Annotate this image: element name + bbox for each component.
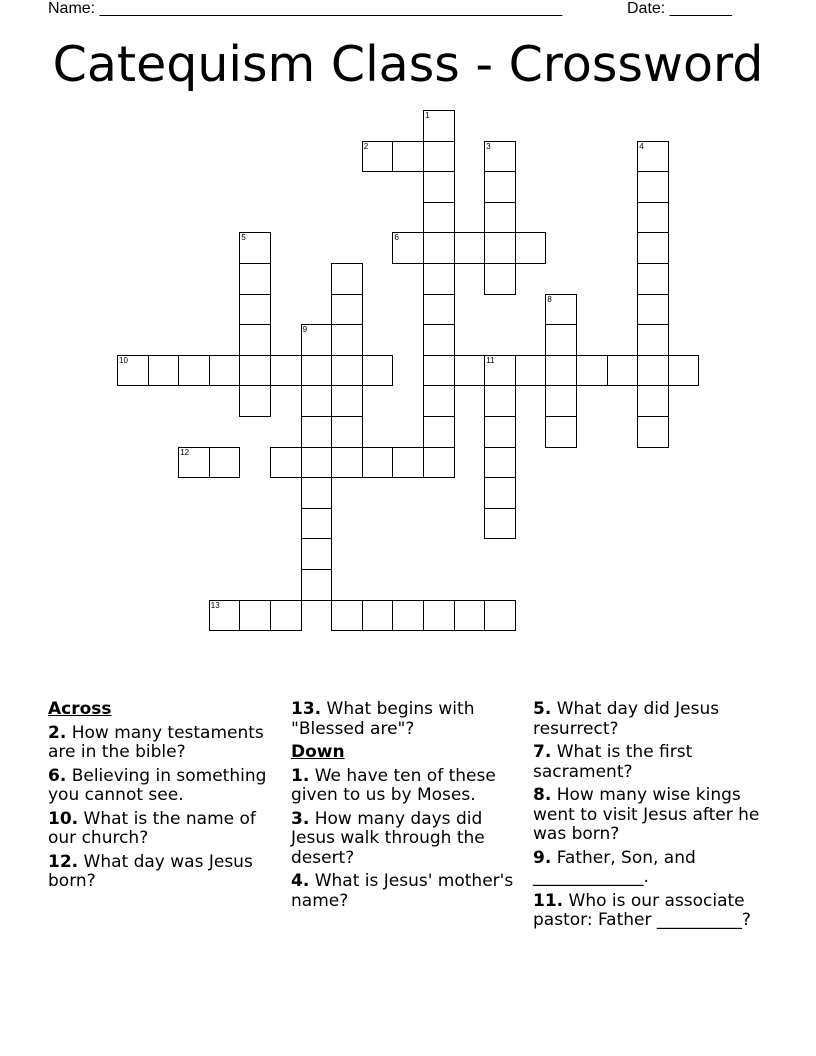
clue-number: 4. [291, 871, 310, 891]
clue-number: 2. [48, 722, 67, 743]
clue-text: Who is our associate pastor: Father __________? [533, 890, 751, 930]
clue-text: What is the first sacrament? [533, 742, 693, 782]
clue-down-9 [533, 849, 768, 888]
crossword-cell[interactable] [362, 355, 394, 387]
crossword-cell[interactable] [301, 447, 333, 479]
clue-text: How many wise kings went to visit Jesus after he was born? [533, 785, 760, 844]
crossword-cell[interactable] [484, 202, 516, 234]
clue-number-label: 6 [394, 233, 399, 243]
date-field: Date: _______ [627, 0, 732, 17]
clue-number-label: 10 [119, 355, 128, 365]
crossword-cell[interactable] [362, 141, 394, 173]
crossword-cell[interactable] [148, 355, 180, 387]
crossword-cell[interactable] [545, 324, 577, 356]
crossword-cell[interactable] [423, 232, 455, 264]
clue-number: 3. [291, 808, 310, 829]
clue-number-label: 9 [302, 325, 308, 335]
clues-column-2 [291, 700, 523, 915]
crossword-cell[interactable] [178, 447, 210, 479]
crossword-cell[interactable] [331, 447, 363, 479]
crossword-cell[interactable] [484, 141, 516, 173]
crossword-cell[interactable] [301, 324, 333, 356]
crossword-cell[interactable] [392, 232, 424, 264]
crossword-cell[interactable] [239, 232, 271, 264]
clue-across-13 [291, 700, 523, 739]
clue-number-label: 3 [486, 141, 491, 151]
crossword-cell[interactable] [423, 447, 455, 479]
crossword-cell[interactable] [331, 600, 363, 632]
clue-text: What begins with "Blessed are"? [291, 699, 475, 739]
crossword-cell[interactable] [637, 171, 669, 203]
crossword-cell[interactable] [637, 385, 669, 417]
crossword-cell[interactable] [423, 202, 455, 234]
crossword-cell[interactable] [392, 141, 424, 173]
clue-number: 1. [291, 765, 310, 786]
clue-text: How many days did Jesus walk through the desert? [291, 808, 485, 868]
crossword-cell[interactable] [484, 508, 516, 540]
crossword-cell[interactable] [423, 355, 455, 387]
crossword-cell[interactable] [484, 263, 516, 295]
crossword-cell[interactable] [637, 416, 669, 448]
clue-number: 11. [533, 890, 564, 911]
crossword-cell[interactable] [301, 477, 333, 509]
clue-number-label: 5 [241, 233, 246, 243]
crossword-cell[interactable] [484, 447, 516, 479]
crossword-cell[interactable] [637, 324, 669, 356]
crossword-cell[interactable] [668, 355, 700, 387]
crossword-cell[interactable] [637, 141, 669, 173]
crossword-cell[interactable] [484, 385, 516, 417]
crossword-cell[interactable] [331, 416, 363, 448]
clue-text: How many testaments are in the bible? [48, 722, 264, 762]
clue-text: Father, Son, and _____________. [533, 847, 696, 887]
crossword-cell[interactable] [454, 232, 486, 264]
crossword-cell[interactable] [331, 385, 363, 417]
crossword-cell[interactable] [301, 508, 333, 540]
clue-down-3 [291, 810, 523, 869]
clues-column-3 [533, 700, 768, 935]
clue-number: 12. [48, 851, 79, 872]
clue-across-12 [48, 853, 278, 892]
crossword-cell[interactable] [423, 294, 455, 326]
clue-number-label: 13 [210, 600, 220, 610]
clue-across-10 [48, 810, 278, 849]
crossword-cell[interactable] [209, 355, 241, 387]
clue-text: What is Jesus' mother's name? [291, 871, 514, 911]
crossword-cell[interactable] [331, 294, 363, 326]
clue-text: What day did Jesus resurrect? [533, 699, 720, 739]
across-heading: Across [48, 699, 112, 719]
crossword-cell[interactable] [637, 232, 669, 264]
clue-down-4 [291, 872, 523, 911]
crossword-cell[interactable] [270, 355, 302, 387]
crossword-cell[interactable] [301, 538, 333, 570]
clues-column-1 [48, 700, 278, 896]
clue-down-7 [533, 743, 768, 782]
clue-down-1 [291, 767, 523, 806]
clue-number: 8. [533, 785, 552, 805]
crossword-cell[interactable] [331, 355, 363, 387]
clue-text: Believing in something you cannot see. [48, 765, 267, 805]
clue-number: 9. [533, 847, 552, 868]
crossword-cell[interactable] [423, 110, 455, 142]
clue-down-5 [533, 700, 768, 739]
crossword-cell[interactable] [270, 600, 302, 632]
crossword-cell[interactable] [484, 416, 516, 448]
crossword-cell[interactable] [423, 141, 455, 173]
crossword-cell[interactable] [607, 355, 639, 387]
crossword-cell[interactable] [423, 600, 455, 632]
clue-number-label: 12 [180, 447, 190, 457]
crossword-cell[interactable] [239, 385, 271, 417]
crossword-cell[interactable] [331, 263, 363, 295]
crossword-cell[interactable] [301, 355, 333, 387]
crossword-cell[interactable] [423, 416, 455, 448]
crossword-cell[interactable] [239, 294, 271, 326]
crossword-cell[interactable] [270, 447, 302, 479]
clue-number-label: 2 [363, 141, 369, 151]
crossword-cell[interactable] [239, 263, 271, 295]
crossword-cell[interactable] [301, 416, 333, 448]
crossword-cell[interactable] [423, 385, 455, 417]
crossword-cell[interactable] [209, 447, 241, 479]
crossword-cell[interactable] [117, 355, 149, 387]
crossword-cell[interactable] [331, 324, 363, 356]
clue-down-11 [533, 892, 768, 931]
clue-number: 13. [291, 699, 322, 719]
crossword-cell[interactable] [637, 202, 669, 234]
clue-across-6 [48, 767, 278, 806]
clue-number-label: 11 [486, 355, 495, 365]
clue-text: What day was Jesus born? [48, 851, 253, 891]
crossword-cell[interactable] [637, 263, 669, 295]
crossword-cell[interactable] [484, 232, 516, 264]
clue-number: 5. [533, 699, 552, 719]
crossword-cell[interactable] [637, 355, 669, 387]
crossword-cell[interactable] [178, 355, 210, 387]
crossword-cell[interactable] [423, 171, 455, 203]
crossword-cell[interactable] [301, 385, 333, 417]
crossword-cell[interactable] [515, 355, 547, 387]
crossword-cell[interactable] [515, 232, 547, 264]
clue-number: 7. [533, 742, 552, 762]
crossword-cell[interactable] [209, 600, 241, 632]
crossword-cell[interactable] [362, 447, 394, 479]
crossword-cell[interactable] [301, 569, 333, 601]
page-title: Catequism Class - Crossword [52, 36, 764, 93]
crossword-cell[interactable] [545, 294, 577, 326]
crossword-cell[interactable] [484, 477, 516, 509]
crossword-cell[interactable] [454, 600, 486, 632]
crossword-cell[interactable] [392, 600, 424, 632]
crossword-cell[interactable] [239, 355, 271, 387]
clue-number: 10. [48, 808, 79, 829]
crossword-cell[interactable] [362, 600, 394, 632]
clue-number: 6. [48, 765, 67, 786]
crossword-cell[interactable] [239, 600, 271, 632]
down-heading: Down [291, 742, 345, 762]
crossword-cell[interactable] [637, 294, 669, 326]
crossword-cell[interactable] [545, 355, 577, 387]
clue-number-label: 1 [425, 111, 430, 120]
name-field: Name: ____________________________________________________ [48, 0, 563, 17]
crossword-cell[interactable] [239, 324, 271, 356]
crossword-cell[interactable] [545, 385, 577, 417]
crossword-cell[interactable] [454, 355, 486, 387]
crossword-cell[interactable] [423, 324, 455, 356]
clue-number-label: 4 [639, 141, 644, 151]
crossword-cell[interactable] [484, 171, 516, 203]
crossword-cell[interactable] [576, 355, 608, 387]
clue-text: What is the name of our church? [48, 808, 256, 848]
crossword-cell[interactable] [392, 447, 424, 479]
clue-number-label: 8 [547, 294, 552, 304]
crossword-cell[interactable] [545, 416, 577, 448]
clue-text: We have ten of these given to us by Moses. [291, 765, 496, 805]
crossword-cell[interactable] [484, 355, 516, 387]
crossword-cell[interactable] [423, 263, 455, 295]
crossword-cell[interactable] [484, 600, 516, 632]
clue-across-2 [48, 724, 278, 763]
clue-down-8 [533, 786, 768, 845]
